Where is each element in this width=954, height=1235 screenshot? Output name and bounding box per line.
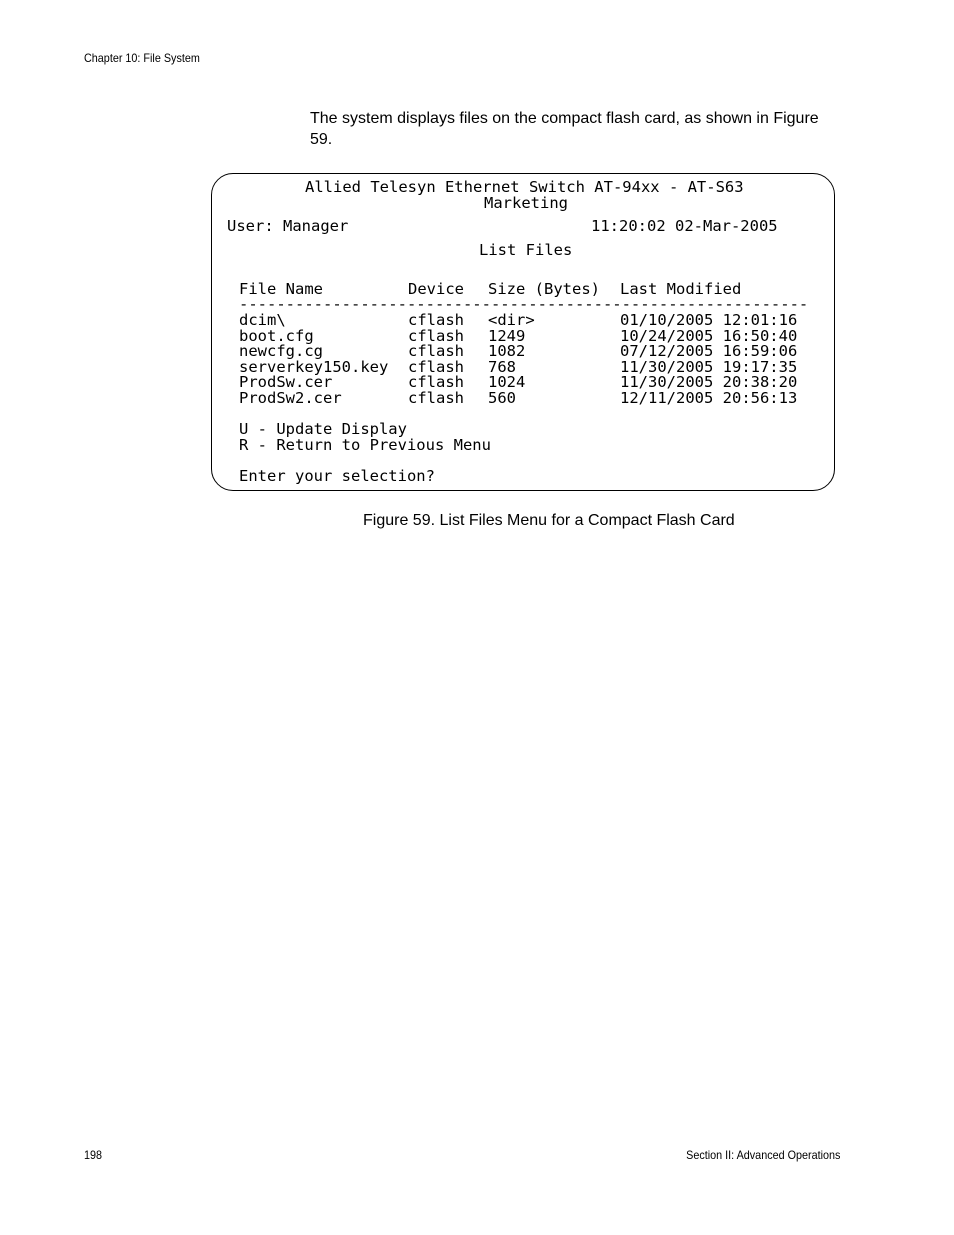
- terminal-subtitle: Marketing: [484, 194, 568, 212]
- table-cell-file-name: serverkey150.key: [239, 357, 389, 376]
- table-cell-device: cflash: [408, 342, 464, 361]
- table-cell-size: 768: [488, 357, 516, 376]
- terminal-user: User: Manager: [227, 217, 349, 235]
- table-cell-size: 560: [488, 389, 516, 407]
- section-footer: Section II: Advanced Operations: [685, 1148, 840, 1162]
- table-cell-last-modified: 10/24/2005 16:50:40: [620, 326, 798, 345]
- table-cell-device: cflash: [408, 326, 464, 345]
- table-cell-last-modified: 11/30/2005 19:17:35: [620, 357, 798, 376]
- column-header-file-name: File Name: [239, 280, 323, 298]
- terminal-title: Allied Telesyn Ethernet Switch AT-94xx - AT-S63: [305, 178, 744, 196]
- running-header: Chapter 10: File System: [84, 51, 200, 65]
- selection-prompt: Enter your selection?: [239, 467, 435, 485]
- table-cell-file-name: boot.cfg: [239, 326, 314, 345]
- table-cell-size: 1024: [488, 373, 526, 392]
- table-cell-last-modified: 11/30/2005 20:38:20: [620, 373, 798, 392]
- table-cell-file-name: dcim\: [239, 311, 286, 329]
- terminal-datetime: 11:20:02 02-Mar-2005: [591, 217, 778, 235]
- intro-paragraph: The system displays files on the compact flash card, as shown in Figure 59.: [310, 110, 819, 148]
- table-cell-file-name: ProdSw2.cer: [239, 389, 342, 407]
- table-cell-file-name: ProdSw.cer: [239, 373, 333, 392]
- table-cell-device: cflash: [408, 373, 464, 392]
- terminal-menu-title: List Files: [479, 241, 573, 259]
- table-cell-size: <dir>: [488, 311, 535, 329]
- table-cell-last-modified: 12/11/2005 20:56:13: [620, 389, 798, 407]
- table-cell-file-name: newcfg.cg: [239, 342, 323, 361]
- table-cell-last-modified: 07/12/2005 16:59:06: [620, 342, 798, 361]
- table-separator: -------------------------------------------------------------: [239, 295, 809, 313]
- column-header-size: Size (Bytes): [488, 280, 600, 298]
- option-return-previous-menu: R - Return to Previous Menu: [239, 436, 491, 454]
- table-cell-device: cflash: [408, 357, 464, 376]
- page-number: 198: [84, 1148, 103, 1162]
- column-header-device: Device: [408, 280, 464, 298]
- table-cell-size: 1249: [488, 326, 526, 345]
- table-cell-device: cflash: [408, 389, 464, 407]
- table-cell-size: 1082: [488, 342, 526, 361]
- figure-caption: Figure 59. List Files Menu for a Compact Flash Card: [363, 512, 735, 529]
- terminal-screen: [211, 173, 835, 491]
- table-cell-device: cflash: [408, 311, 464, 329]
- option-update-display: U - Update Display: [239, 420, 407, 438]
- column-header-last-modified: Last Modified: [620, 280, 742, 298]
- table-cell-last-modified: 01/10/2005 12:01:16: [620, 311, 798, 329]
